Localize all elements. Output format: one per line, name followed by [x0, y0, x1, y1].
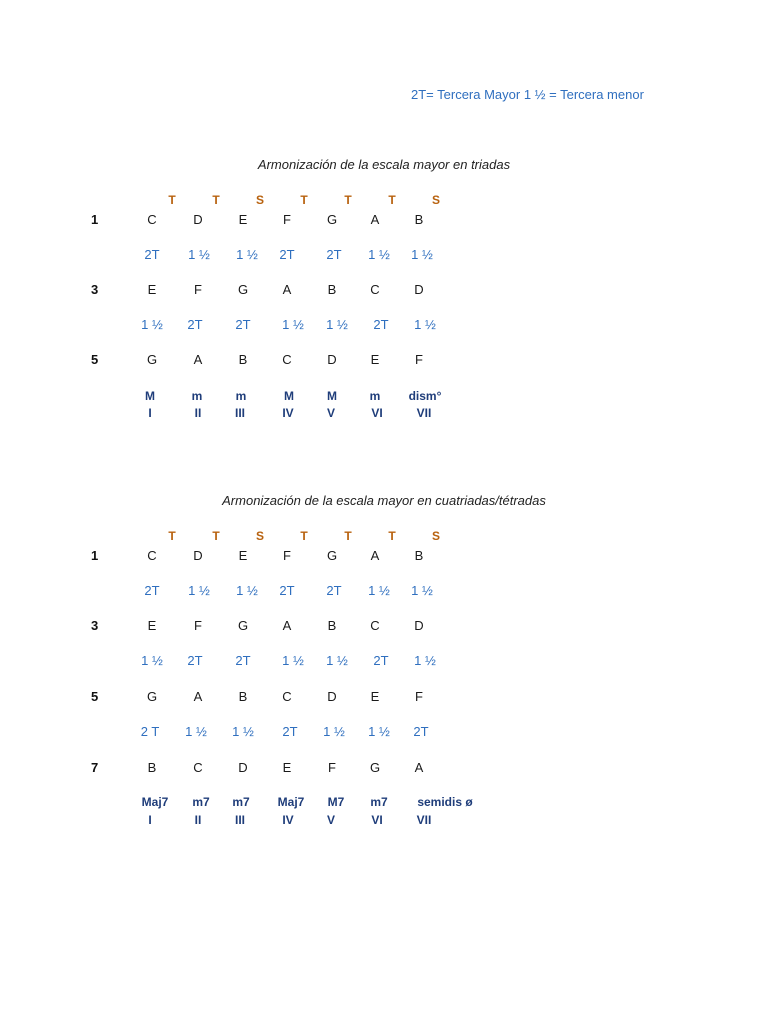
note-cell: C: [282, 689, 292, 704]
roman-numeral: II: [194, 813, 202, 827]
note-cell: A: [193, 689, 203, 704]
roman-numeral: I: [148, 813, 152, 827]
roman-numeral: III: [234, 813, 246, 827]
note-cell: G: [237, 618, 249, 633]
step-label: T: [388, 193, 396, 207]
interval-cell: 2T: [282, 724, 298, 739]
interval-cell: 2T: [235, 653, 251, 668]
step-label: T: [168, 193, 176, 207]
interval-cell: 2T: [413, 724, 429, 739]
interval-cell: 2T: [187, 317, 203, 332]
interval-cell: 2 T: [140, 724, 160, 739]
chord-degree-label: 7: [91, 760, 99, 775]
step-label: S: [255, 193, 265, 207]
note-cell: G: [237, 282, 249, 297]
note-cell: C: [370, 618, 380, 633]
chord-quality: m: [235, 389, 247, 403]
step-label: T: [344, 529, 352, 543]
note-cell: D: [327, 352, 337, 367]
interval-cell: 1 ½: [188, 583, 210, 598]
roman-numeral: II: [194, 406, 202, 420]
roman-numeral: III: [234, 406, 246, 420]
note-cell: F: [328, 760, 336, 775]
note-cell: A: [282, 618, 292, 633]
interval-cell: 1 ½: [188, 247, 210, 262]
chord-quality: semidis ø: [417, 795, 473, 809]
chord-quality: m7: [370, 795, 388, 809]
note-cell: E: [282, 760, 292, 775]
interval-cell: 1 ½: [411, 247, 433, 262]
note-cell: E: [147, 618, 157, 633]
roman-numeral: VI: [371, 813, 383, 827]
note-cell: B: [327, 282, 337, 297]
step-label: T: [344, 193, 352, 207]
chord-quality: dism°: [408, 389, 442, 403]
interval-cell: 1 ½: [411, 583, 433, 598]
note-cell: G: [369, 760, 381, 775]
note-cell: E: [370, 689, 380, 704]
chord-quality: Maj7: [141, 795, 169, 809]
interval-cell: 2T: [144, 583, 160, 598]
interval-legend: 2T= Tercera Mayor 1 ½ = Tercera menor: [411, 87, 644, 102]
roman-numeral: IV: [282, 813, 294, 827]
roman-numeral: V: [326, 813, 336, 827]
note-cell: B: [147, 760, 157, 775]
note-cell: D: [327, 689, 337, 704]
step-label: T: [300, 193, 308, 207]
note-cell: D: [414, 618, 424, 633]
note-cell: D: [414, 282, 424, 297]
note-cell: D: [193, 548, 203, 563]
step-label: S: [255, 529, 265, 543]
chord-degree-label: 3: [91, 618, 99, 633]
note-cell: F: [283, 212, 291, 227]
interval-cell: 1 ½: [323, 724, 345, 739]
note-cell: F: [415, 352, 423, 367]
chord-degree-label: 1: [91, 212, 99, 227]
note-cell: A: [370, 548, 380, 563]
interval-cell: 1 ½: [185, 724, 207, 739]
chord-quality: m: [191, 389, 203, 403]
note-cell: B: [327, 618, 337, 633]
note-cell: A: [282, 282, 292, 297]
chord-quality: Maj7: [277, 795, 305, 809]
note-cell: A: [370, 212, 380, 227]
note-cell: D: [193, 212, 203, 227]
roman-numeral: V: [326, 406, 336, 420]
interval-cell: 2T: [326, 583, 342, 598]
interval-cell: 1 ½: [368, 247, 390, 262]
step-label: T: [168, 529, 176, 543]
note-cell: C: [282, 352, 292, 367]
interval-cell: 2T: [187, 653, 203, 668]
note-cell: F: [283, 548, 291, 563]
interval-cell: 1 ½: [368, 724, 390, 739]
note-cell: G: [146, 689, 158, 704]
interval-cell: 2T: [373, 653, 389, 668]
chord-quality: m7: [192, 795, 210, 809]
interval-cell: 1 ½: [232, 724, 254, 739]
interval-cell: 1 ½: [141, 317, 163, 332]
note-cell: A: [414, 760, 424, 775]
interval-cell: 1 ½: [282, 317, 304, 332]
chord-quality: M: [327, 389, 337, 403]
note-cell: D: [238, 760, 248, 775]
roman-numeral: VI: [371, 406, 383, 420]
step-label: S: [431, 193, 441, 207]
interval-cell: 2T: [235, 317, 251, 332]
step-label: T: [212, 193, 220, 207]
note-cell: B: [414, 212, 424, 227]
chord-quality: m: [369, 389, 381, 403]
interval-cell: 1 ½: [326, 317, 348, 332]
note-cell: C: [147, 548, 157, 563]
note-cell: E: [147, 282, 157, 297]
interval-cell: 1 ½: [141, 653, 163, 668]
interval-cell: 1 ½: [326, 653, 348, 668]
roman-numeral: VII: [416, 813, 432, 827]
interval-cell: 1 ½: [236, 247, 258, 262]
note-cell: E: [238, 548, 248, 563]
interval-cell: 2T: [326, 247, 342, 262]
chord-quality: M: [145, 389, 155, 403]
note-cell: G: [146, 352, 158, 367]
note-cell: G: [326, 548, 338, 563]
chord-quality: M7: [327, 795, 345, 809]
note-cell: F: [194, 282, 202, 297]
chord-degree-label: 1: [91, 548, 99, 563]
interval-cell: 1 ½: [368, 583, 390, 598]
note-cell: C: [370, 282, 380, 297]
interval-cell: 2T: [373, 317, 389, 332]
note-cell: B: [238, 352, 248, 367]
interval-cell: 1 ½: [282, 653, 304, 668]
note-cell: B: [238, 689, 248, 704]
interval-cell: 2T: [279, 583, 295, 598]
note-cell: F: [194, 618, 202, 633]
note-cell: G: [326, 212, 338, 227]
note-cell: F: [415, 689, 423, 704]
roman-numeral: I: [148, 406, 152, 420]
interval-cell: 2T: [144, 247, 160, 262]
note-cell: C: [193, 760, 203, 775]
step-label: T: [212, 529, 220, 543]
chord-degree-label: 5: [91, 689, 99, 704]
section-title: Armonización de la escala mayor en cuatriadas/tétradas: [222, 493, 546, 508]
roman-numeral: IV: [282, 406, 294, 420]
interval-cell: 2T: [279, 247, 295, 262]
note-cell: E: [370, 352, 380, 367]
step-label: T: [300, 529, 308, 543]
note-cell: A: [193, 352, 203, 367]
chord-degree-label: 3: [91, 282, 99, 297]
note-cell: B: [414, 548, 424, 563]
roman-numeral: VII: [416, 406, 432, 420]
section-title: Armonización de la escala mayor en triadas: [257, 157, 511, 172]
note-cell: C: [147, 212, 157, 227]
step-label: S: [431, 529, 441, 543]
step-label: T: [388, 529, 396, 543]
interval-cell: 1 ½: [414, 317, 436, 332]
chord-quality: M: [284, 389, 294, 403]
chord-degree-label: 5: [91, 352, 99, 367]
chord-quality: m7: [232, 795, 250, 809]
interval-cell: 1 ½: [236, 583, 258, 598]
note-cell: E: [238, 212, 248, 227]
interval-cell: 1 ½: [414, 653, 436, 668]
